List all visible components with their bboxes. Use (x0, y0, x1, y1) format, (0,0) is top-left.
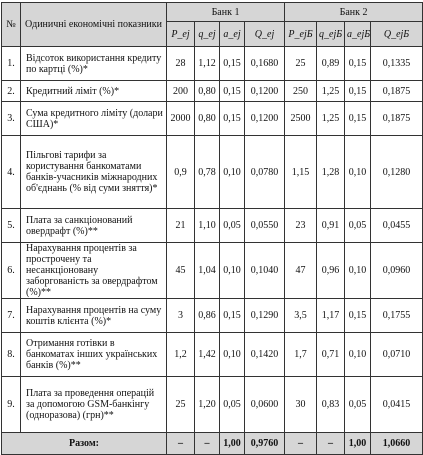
total-bank1-q: – (195, 433, 220, 455)
bank2-q-cell: 1,28 (317, 136, 345, 209)
bank2-a-cell: 0,05 (345, 377, 371, 433)
header-bank2-qsum: Q_ejБ (371, 22, 423, 47)
row-number: 3. (2, 102, 21, 136)
bank1-qsum-cell: 0,0780 (245, 136, 285, 209)
bank2-qsum-cell: 0,0415 (371, 377, 423, 433)
bank1-q-cell: 1,12 (195, 47, 220, 81)
bank1-a-cell: 0,05 (220, 377, 245, 433)
header-bank1-q: q_ej (195, 22, 220, 47)
row-number: 9. (2, 377, 21, 433)
bank1-p-cell: 45 (167, 243, 195, 299)
bank2-q-cell: 0,91 (317, 209, 345, 243)
bank2-q-cell: 0,89 (317, 47, 345, 81)
total-bank2-a: 1,00 (345, 433, 371, 455)
row-number: 2. (2, 81, 21, 102)
bank1-a-cell: 0,05 (220, 209, 245, 243)
bank1-qsum-cell: 0,1200 (245, 81, 285, 102)
table-row (2, 209, 423, 243)
bank2-q-cell: 1,25 (317, 102, 345, 136)
bank1-q-cell: 1,04 (195, 243, 220, 299)
bank1-a-cell: 0,10 (220, 333, 245, 377)
row-indicator-label: Отримання готівки в банкоматах інших українських банків (%)** (21, 333, 167, 377)
bank2-a-cell: 0,05 (345, 209, 371, 243)
header-indicator: Одиничні економічні показники (21, 3, 167, 47)
bank2-a-cell: 0,15 (345, 299, 371, 333)
row-indicator-label: Плата за санкціонований овердрафт (%)** (21, 209, 167, 243)
bank2-p-cell: 30 (285, 377, 317, 433)
bank1-q-cell: 1,20 (195, 377, 220, 433)
row-indicator-label: Сума кредитного ліміту (долари США)* (21, 102, 167, 136)
bank2-a-cell: 0,10 (345, 243, 371, 299)
bank1-qsum-cell: 0,1040 (245, 243, 285, 299)
economic-indicators-table (1, 2, 423, 455)
bank2-p-cell: 2500 (285, 102, 317, 136)
bank1-q-cell: 0,80 (195, 102, 220, 136)
table-row (2, 333, 423, 377)
table-row (2, 377, 423, 433)
bank2-p-cell: 23 (285, 209, 317, 243)
bank1-qsum-cell: 0,0600 (245, 377, 285, 433)
total-bank1-a: 1,00 (220, 433, 245, 455)
total-bank1-qsum: 0,9760 (245, 433, 285, 455)
row-number: 7. (2, 299, 21, 333)
bank2-p-cell: 250 (285, 81, 317, 102)
bank1-a-cell: 0,15 (220, 81, 245, 102)
bank2-qsum-cell: 0,1875 (371, 102, 423, 136)
bank1-p-cell: 2000 (167, 102, 195, 136)
row-number: 1. (2, 47, 21, 81)
row-number: 5. (2, 209, 21, 243)
table-row (2, 299, 423, 333)
bank2-q-cell: 1,17 (317, 299, 345, 333)
bank1-qsum-cell: 0,1680 (245, 47, 285, 81)
bank2-a-cell: 0,10 (345, 136, 371, 209)
bank1-a-cell: 0,15 (220, 102, 245, 136)
header-bank2-q: q_ejБ (317, 22, 345, 47)
header-bank2-p: P_ejБ (285, 22, 317, 47)
row-indicator-label: Пільгові тарифи за користування банкоматами банків-учасників міжнародних об'єднань (% від суми зняття)* (21, 136, 167, 209)
bank2-a-cell: 0,15 (345, 47, 371, 81)
header-bank2: Банк 2 (285, 3, 423, 22)
row-indicator-label: Нарахування процентів за прострочену та несанкціоновану заборгованість за овердрафтом (%)** (21, 243, 167, 299)
total-label: Разом: (2, 433, 167, 455)
row-indicator-label: Нарахування процентів на суму коштів клієнта (%)* (21, 299, 167, 333)
bank1-q-cell: 0,80 (195, 81, 220, 102)
bank2-qsum-cell: 0,1280 (371, 136, 423, 209)
bank2-qsum-cell: 0,0455 (371, 209, 423, 243)
bank2-p-cell: 1,7 (285, 333, 317, 377)
bank1-q-cell: 0,78 (195, 136, 220, 209)
header-number: № (2, 3, 21, 47)
bank1-qsum-cell: 0,1290 (245, 299, 285, 333)
header-bank1: Банк 1 (167, 3, 285, 22)
row-number: 4. (2, 136, 21, 209)
bank2-q-cell: 0,83 (317, 377, 345, 433)
bank1-p-cell: 21 (167, 209, 195, 243)
bank1-p-cell: 28 (167, 47, 195, 81)
bank2-qsum-cell: 0,0960 (371, 243, 423, 299)
bank2-a-cell: 0,15 (345, 81, 371, 102)
bank1-a-cell: 0,10 (220, 243, 245, 299)
bank1-q-cell: 0,86 (195, 299, 220, 333)
bank2-p-cell: 47 (285, 243, 317, 299)
bank1-p-cell: 25 (167, 377, 195, 433)
header-bank1-p: P_ej (167, 22, 195, 47)
bank2-p-cell: 25 (285, 47, 317, 81)
table-row (2, 136, 423, 209)
total-bank2-qsum: 1,0660 (371, 433, 423, 455)
bank1-qsum-cell: 0,1200 (245, 102, 285, 136)
bank2-a-cell: 0,10 (345, 333, 371, 377)
bank2-a-cell: 0,15 (345, 102, 371, 136)
table-row (2, 47, 423, 81)
bank1-p-cell: 0,9 (167, 136, 195, 209)
total-bank1-p: – (167, 433, 195, 455)
document-page (1, 2, 422, 448)
bank1-p-cell: 200 (167, 81, 195, 102)
row-number: 8. (2, 333, 21, 377)
bank2-q-cell: 0,96 (317, 243, 345, 299)
total-bank2-p: – (285, 433, 317, 455)
table-row (2, 102, 423, 136)
bank2-qsum-cell: 0,0710 (371, 333, 423, 377)
row-indicator-label: Плата за проведення операцій за допомогою GSM-банкінгу (одноразова) (грн)** (21, 377, 167, 433)
bank1-p-cell: 3 (167, 299, 195, 333)
bank2-qsum-cell: 0,1875 (371, 81, 423, 102)
bank1-qsum-cell: 0,0550 (245, 209, 285, 243)
header-bank1-qsum: Q_ej (245, 22, 285, 47)
bank2-p-cell: 3,5 (285, 299, 317, 333)
bank1-a-cell: 0,15 (220, 299, 245, 333)
bank2-q-cell: 1,25 (317, 81, 345, 102)
bank1-a-cell: 0,10 (220, 136, 245, 209)
bank2-q-cell: 0,71 (317, 333, 345, 377)
bank1-p-cell: 1,2 (167, 333, 195, 377)
bank2-qsum-cell: 0,1335 (371, 47, 423, 81)
table-row (2, 81, 423, 102)
table-row (2, 243, 423, 299)
total-bank2-q: – (317, 433, 345, 455)
bank1-q-cell: 1,42 (195, 333, 220, 377)
row-indicator-label: Кредитний ліміт (%)* (21, 81, 167, 102)
bank2-p-cell: 1,15 (285, 136, 317, 209)
bank1-qsum-cell: 0,1420 (245, 333, 285, 377)
header-bank2-a: a_ejБ (345, 22, 371, 47)
header-bank1-a: a_ej (220, 22, 245, 47)
total-row (2, 433, 423, 455)
row-number: 6. (2, 243, 21, 299)
bank1-a-cell: 0,15 (220, 47, 245, 81)
bank1-q-cell: 1,10 (195, 209, 220, 243)
bank2-qsum-cell: 0,1755 (371, 299, 423, 333)
row-indicator-label: Відсоток використання кредиту по картці (%)* (21, 47, 167, 81)
